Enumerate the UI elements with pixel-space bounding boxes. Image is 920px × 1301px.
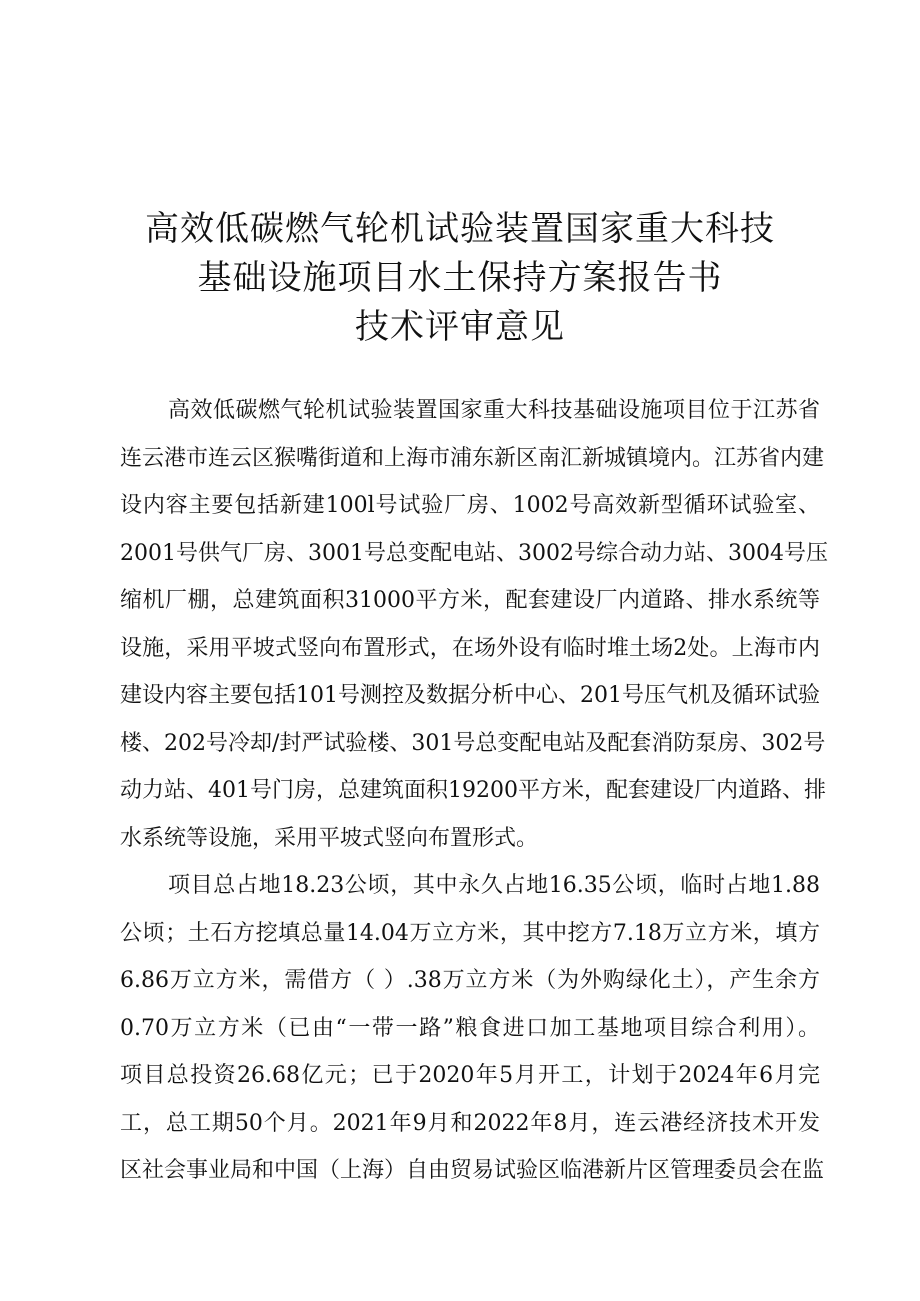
paragraph-line: 设施，采用平坡式竖向布置形式，在场外设有临时堆土场2处。上海市内 <box>120 635 820 661</box>
paragraph-land-and-earthwork <box>120 862 825 1195</box>
paragraph-line: 公顷；土石方挖填总量14.04万立方米，其中挖方7.18万立方米，填方 <box>120 920 820 946</box>
paragraph-line: 项目总投资26.68亿元；已于2020年5月开工，计划于2024年6月完 <box>120 1063 820 1088</box>
paragraph-line: 动力站、401号门房，总建筑面积19200平方米，配套建设厂内道路、排 <box>120 778 826 803</box>
paragraph-line: 建设内容主要包括101号测控及数据分析中心、201号压气机及循环试验 <box>120 683 820 708</box>
paragraph-line: 区社会事业局和中国（上海）自由贸易试验区临港新片区管理委员会在监 <box>120 1158 825 1183</box>
paragraph-project-overview <box>120 387 828 862</box>
title-line-2: 基础设施项目水土保持方案报告书 <box>197 258 723 298</box>
paragraph-line: 0.70万立方米（已由“一带一路”粮食进口加工基地项目综合利用）。 <box>120 1015 820 1041</box>
paragraph-line: 连云港市连云区猴嘴街道和上海市浦东新区南汇新城镇境内。江苏省内建 <box>120 445 825 471</box>
paragraph-line: 水系统等设施，采用平坡式竖向布置形式。 <box>120 825 539 851</box>
paragraph-line: 高效低碳燃气轮机试验装置国家重大科技基础设施项目位于江苏省 <box>168 398 820 423</box>
paragraph-line: 6.86万立方米，需借方（ ）.38万立方米（为外购绿化土），产生余方 <box>120 968 820 993</box>
document-title <box>100 205 820 352</box>
document-body <box>120 387 828 1195</box>
title-line-1: 高效低碳燃气轮机试验装置国家重大科技 <box>145 209 775 249</box>
title-line-3: 技术评审意见 <box>355 307 565 347</box>
paragraph-line: 2001号供气厂房、3001号总变配电站、3002号综合动力站、3004号压 <box>120 540 828 566</box>
paragraph-line: 设内容主要包括新建100l号试验厂房、1002号高效新型循环试验室、 <box>120 493 820 518</box>
paragraph-line: 缩机厂棚，总建筑面积31000平方米，配套建设厂内道路、排水系统等 <box>120 588 820 613</box>
paragraph-line: 项目总占地18.23公顷，其中永久占地16.35公顷，临时占地1.88 <box>168 873 820 898</box>
paragraph-line: 楼、202号冷却/封严试验楼、301号总变配电站及配套消防泵房、302号 <box>120 730 826 756</box>
paragraph-line: 工，总工期50个月。2021年9月和2022年8月，连云港经济技术开发 <box>120 1110 820 1136</box>
